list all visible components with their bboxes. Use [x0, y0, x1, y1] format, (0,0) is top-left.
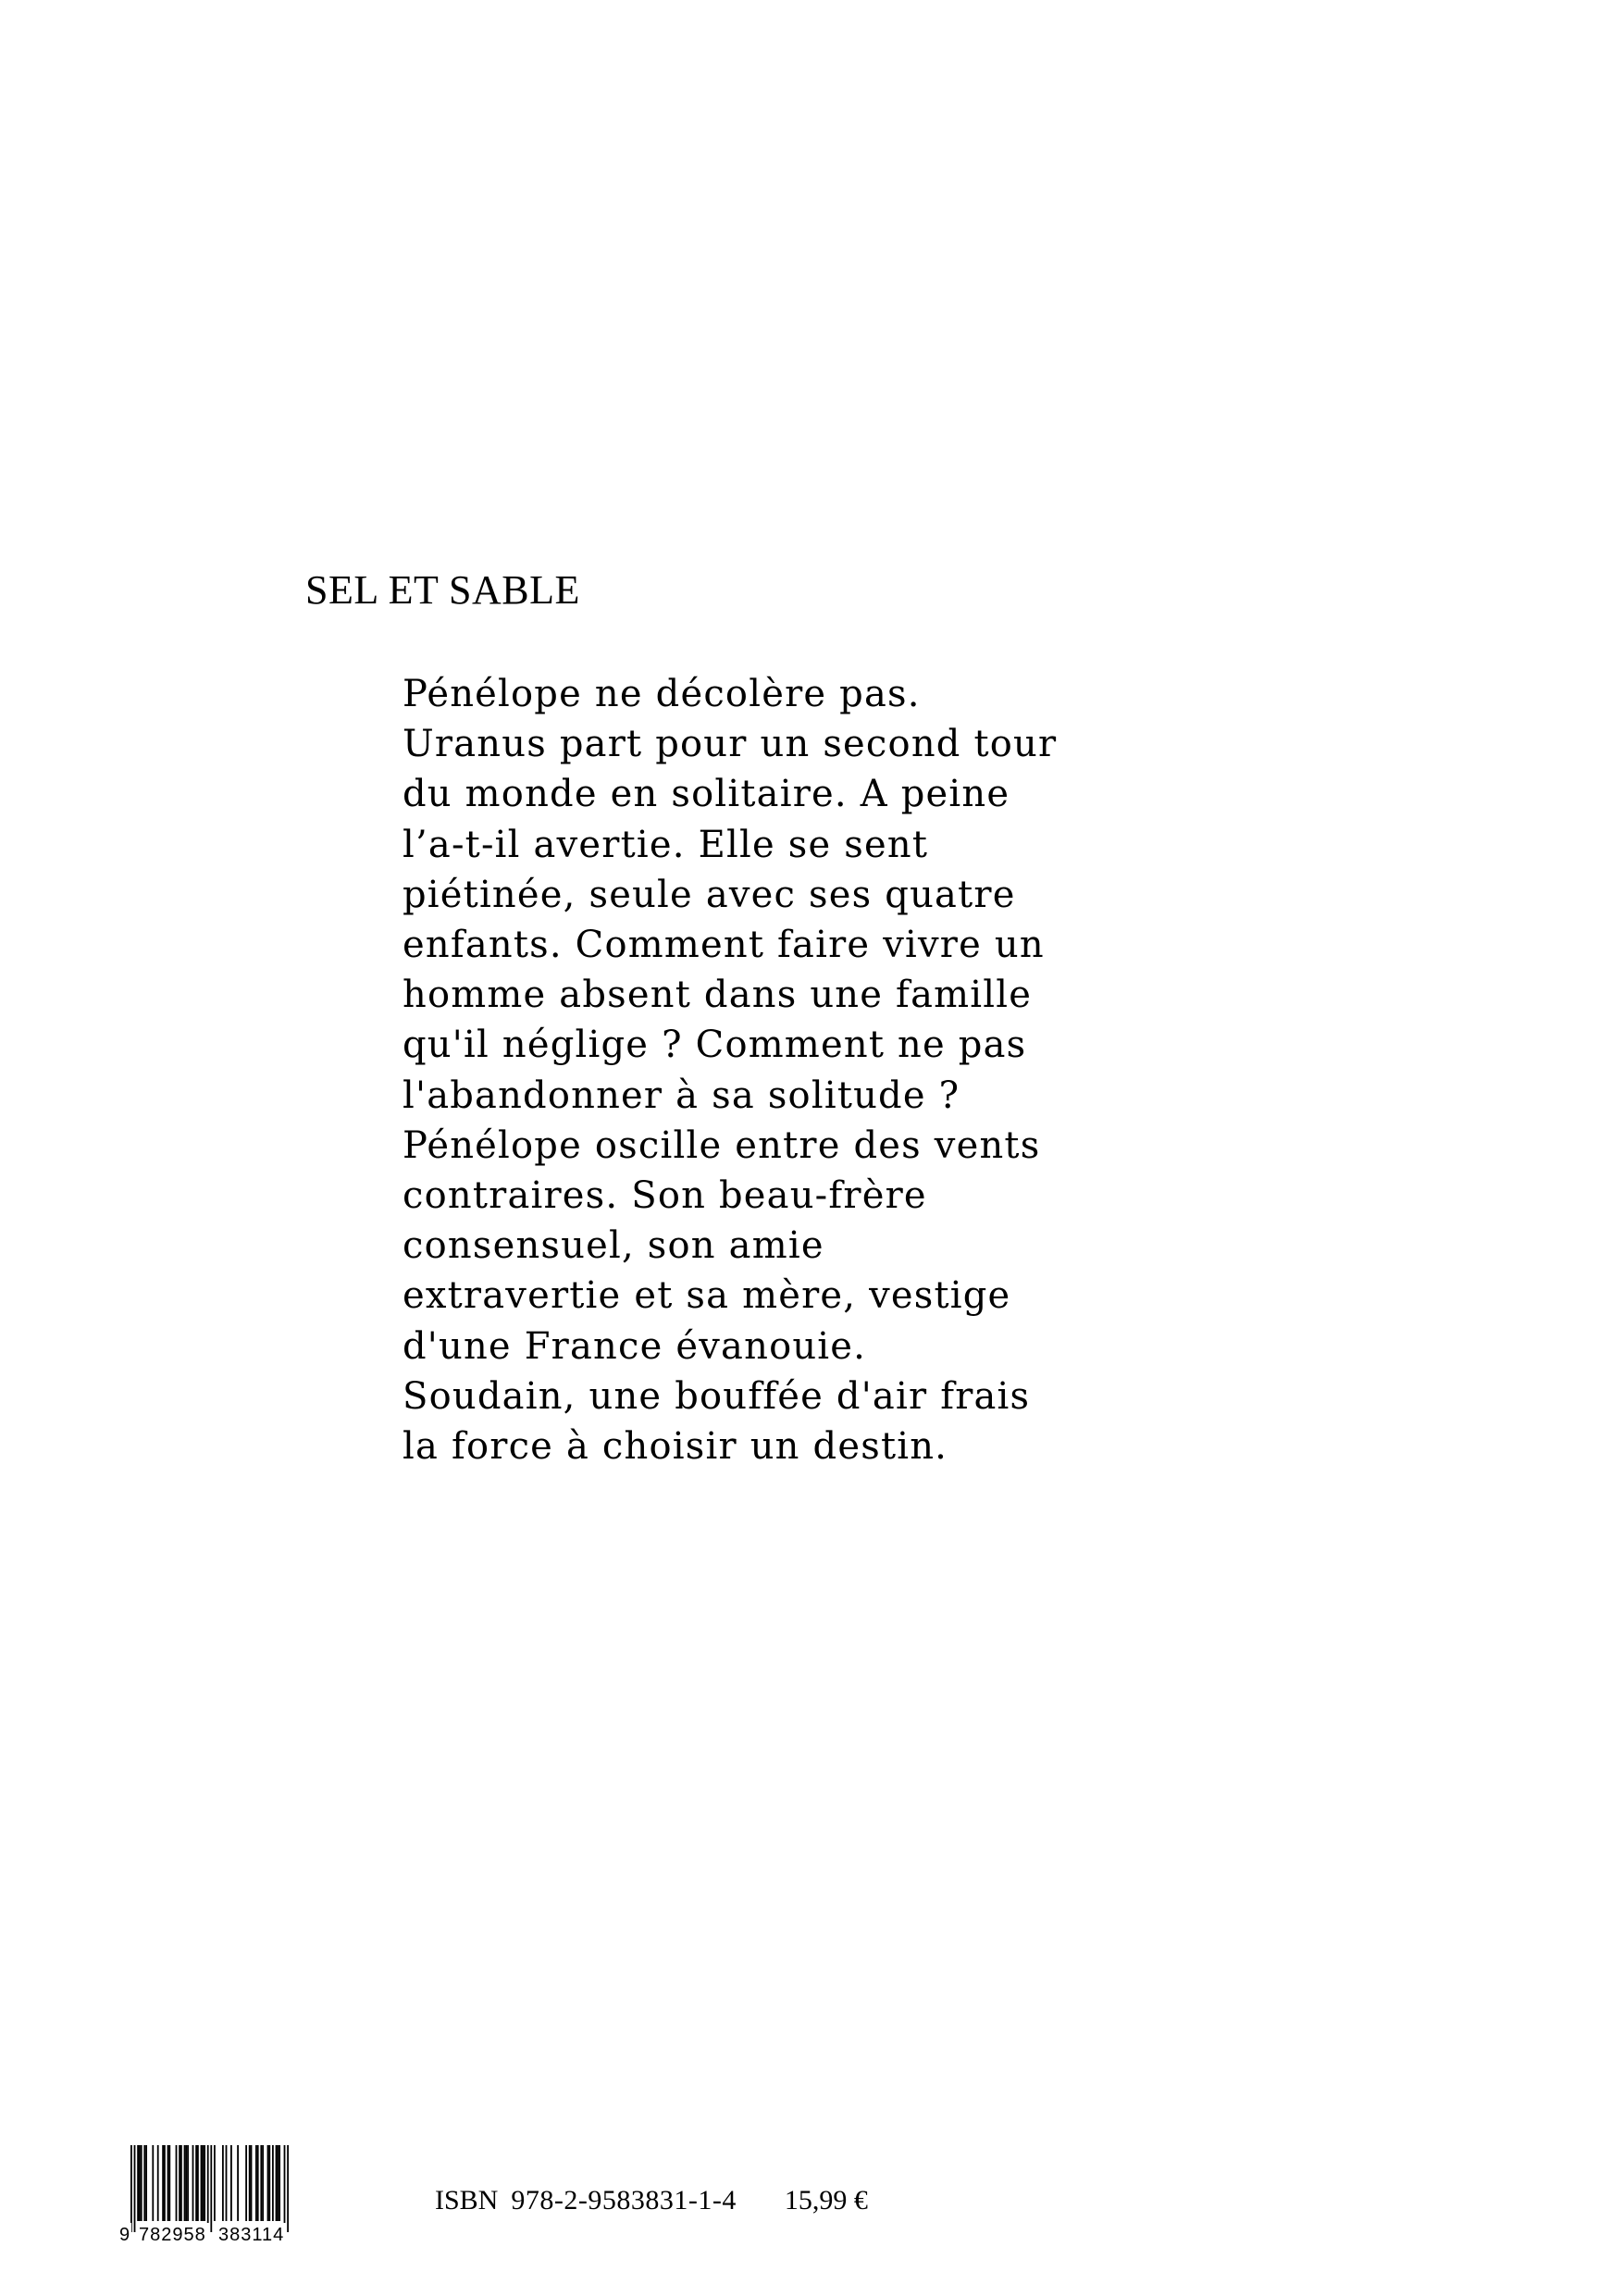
barcode-bar [262, 2145, 264, 2221]
barcode-digit-first: 9 [119, 2225, 130, 2245]
barcode-bar [257, 2145, 259, 2221]
blurb-line: piétinée, seule avec ses quatre [403, 873, 1016, 916]
barcode-bar [192, 2145, 194, 2221]
barcode-bar [164, 2145, 166, 2221]
price: 15,99 € [784, 2185, 868, 2215]
barcode-digits-left: 782958 [136, 2223, 209, 2247]
blurb-line: Uranus part pour un second tour [403, 723, 1058, 766]
blurb-line: Pénélope oscille entre des vents [403, 1123, 1041, 1167]
barcode-bar [284, 2145, 286, 2232]
barcode-bar [137, 2145, 139, 2221]
book-blurb [403, 669, 1106, 1471]
blurb-line: consensuel, son amie [403, 1224, 824, 1268]
barcode-bar [210, 2145, 212, 2232]
book-title: SEL ET SABLE [305, 567, 580, 613]
barcode-bar [130, 2145, 132, 2232]
barcode-bar [207, 2145, 209, 2232]
barcode-bar [185, 2145, 187, 2221]
barcode-bar [249, 2145, 251, 2221]
blurb-line: Soudain, une bouffée d'air frais [403, 1374, 1031, 1418]
isbn-barcode [118, 2145, 299, 2247]
barcode-bar [267, 2145, 269, 2221]
barcode-bar [202, 2145, 204, 2221]
barcode-bar [287, 2145, 289, 2232]
barcode-bar [184, 2145, 186, 2221]
blurb-line: d'une France évanouie. [403, 1324, 867, 1368]
barcode-bar [226, 2145, 228, 2221]
barcode-bar [168, 2145, 170, 2221]
barcode-bars [118, 2145, 299, 2234]
barcode-bar [187, 2145, 189, 2221]
barcode-bar [167, 2145, 169, 2221]
barcode-bar [134, 2145, 136, 2232]
blurb-line: enfants. Comment faire vivre un [403, 924, 1045, 967]
barcode-bar [176, 2145, 178, 2221]
barcode-bar [139, 2145, 141, 2221]
barcode-bar [255, 2145, 257, 2221]
barcode-bar [230, 2145, 232, 2221]
barcode-bar [141, 2145, 142, 2221]
barcode-bar [157, 2145, 159, 2221]
barcode-bar [197, 2145, 199, 2221]
barcode-bar [279, 2145, 280, 2221]
blurb-line: la force à choisir un destin. [403, 1425, 948, 1469]
blurb-line: l'abandonner à sa solitude ? [403, 1074, 960, 1117]
blurb-line: Pénélope ne décolère pas. [403, 673, 921, 715]
barcode-bar [251, 2145, 253, 2221]
barcode-bar [277, 2145, 279, 2221]
barcode-bar [214, 2145, 216, 2221]
isbn-number: 978-2-9583831-1-4 [511, 2185, 737, 2215]
barcode-bar [204, 2145, 205, 2221]
barcode-bar [179, 2145, 180, 2221]
barcode-bar [245, 2145, 247, 2221]
barcode-bar [276, 2145, 278, 2221]
barcode-bar [143, 2145, 145, 2221]
blurb-line: l’a-t-il avertie. Elle se sent [403, 823, 929, 866]
blurb-line: homme absent dans une famille [403, 974, 1033, 1017]
barcode-bar [152, 2145, 154, 2221]
barcode-bar [237, 2145, 239, 2221]
barcode-digits-right: 383114 [216, 2223, 287, 2247]
blurb-line: extravertie et sa mère, vestige [403, 1274, 1011, 1318]
isbn-price-line [435, 2184, 868, 2217]
blurb-line: contraires. Son beau-frère [403, 1174, 927, 1218]
barcode-bar [222, 2145, 224, 2221]
barcode-bar [260, 2145, 262, 2221]
blurb-line: du monde en solitaire. A peine [403, 773, 1010, 816]
blurb-line: qu'il néglige ? Comment ne pas [403, 1024, 1027, 1067]
barcode-bar [268, 2145, 270, 2221]
barcode-bar [201, 2145, 203, 2221]
barcode-bar [180, 2145, 182, 2221]
barcode-bar [162, 2145, 164, 2221]
barcode-bar [272, 2145, 274, 2221]
barcode-bar [145, 2145, 147, 2221]
barcode-digits [118, 2223, 299, 2247]
isbn-label: ISBN [435, 2185, 499, 2215]
barcode-bar [195, 2145, 197, 2221]
